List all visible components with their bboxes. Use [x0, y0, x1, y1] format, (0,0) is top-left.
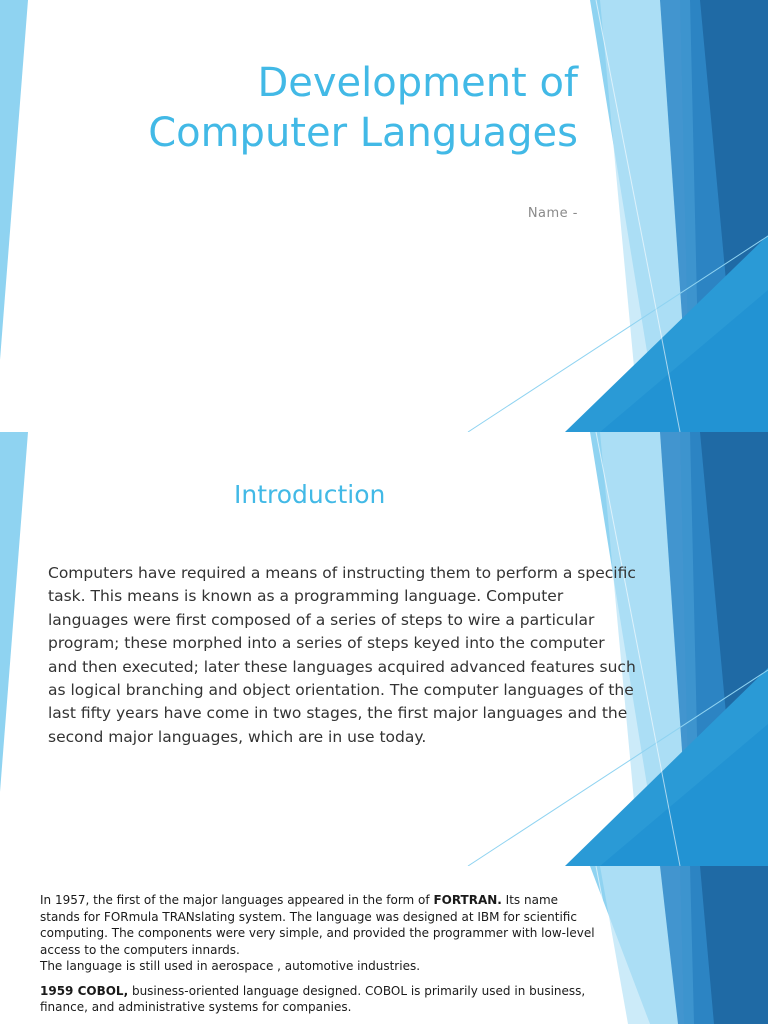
cobol-term: 1959 COBOL, — [40, 983, 129, 998]
fortran-lead: In 1957, the first of the major languages appeared in the form of — [40, 893, 434, 907]
fortran-term: FORTRAN. — [433, 893, 502, 907]
languages-text — [40, 892, 595, 1024]
slide-title — [148, 58, 578, 158]
slide-subtitle: Name - — [527, 206, 578, 221]
left-sliver — [0, 0, 28, 360]
title-line-1: Development of — [257, 60, 578, 106]
fortran-line-1 — [40, 892, 595, 958]
left-sliver — [0, 432, 28, 792]
title-slide — [0, 0, 768, 432]
fortran-line-2: The language is still used in aerospace , automotive industries. — [40, 959, 421, 973]
title-line-2: Computer Languages — [148, 110, 578, 156]
cobol-paragraph — [40, 983, 595, 1016]
cobol-description: business-oriented language designed. COBOL is primarily used in business, finance, and administrative systems for companies. — [40, 983, 586, 1014]
introduction-slide — [0, 432, 768, 866]
intro-paragraph: Computers have required a means of instructing them to perform a specific task. This means is known as a programming language. Computer languages were first composed of a series of steps to wire a particular program; these morphed into a series of steps keyed into the computer and then executed; later these languages acquired advanced features such as logical branching and object orientation. The computer languages of the last fifty years have come in two stages, the first major languages and the second major languages, which are in use today. — [48, 564, 636, 746]
fortran-description: Its name stands for FORmula TRANslating system. The language was designed at IBM for scientific computing. The components were very simple, and provided the programmer with low-level access to the computers innards. — [40, 893, 595, 957]
fortran-paragraph — [40, 892, 595, 975]
languages-slide — [0, 866, 768, 1024]
slide-heading: Introduction — [234, 480, 386, 509]
